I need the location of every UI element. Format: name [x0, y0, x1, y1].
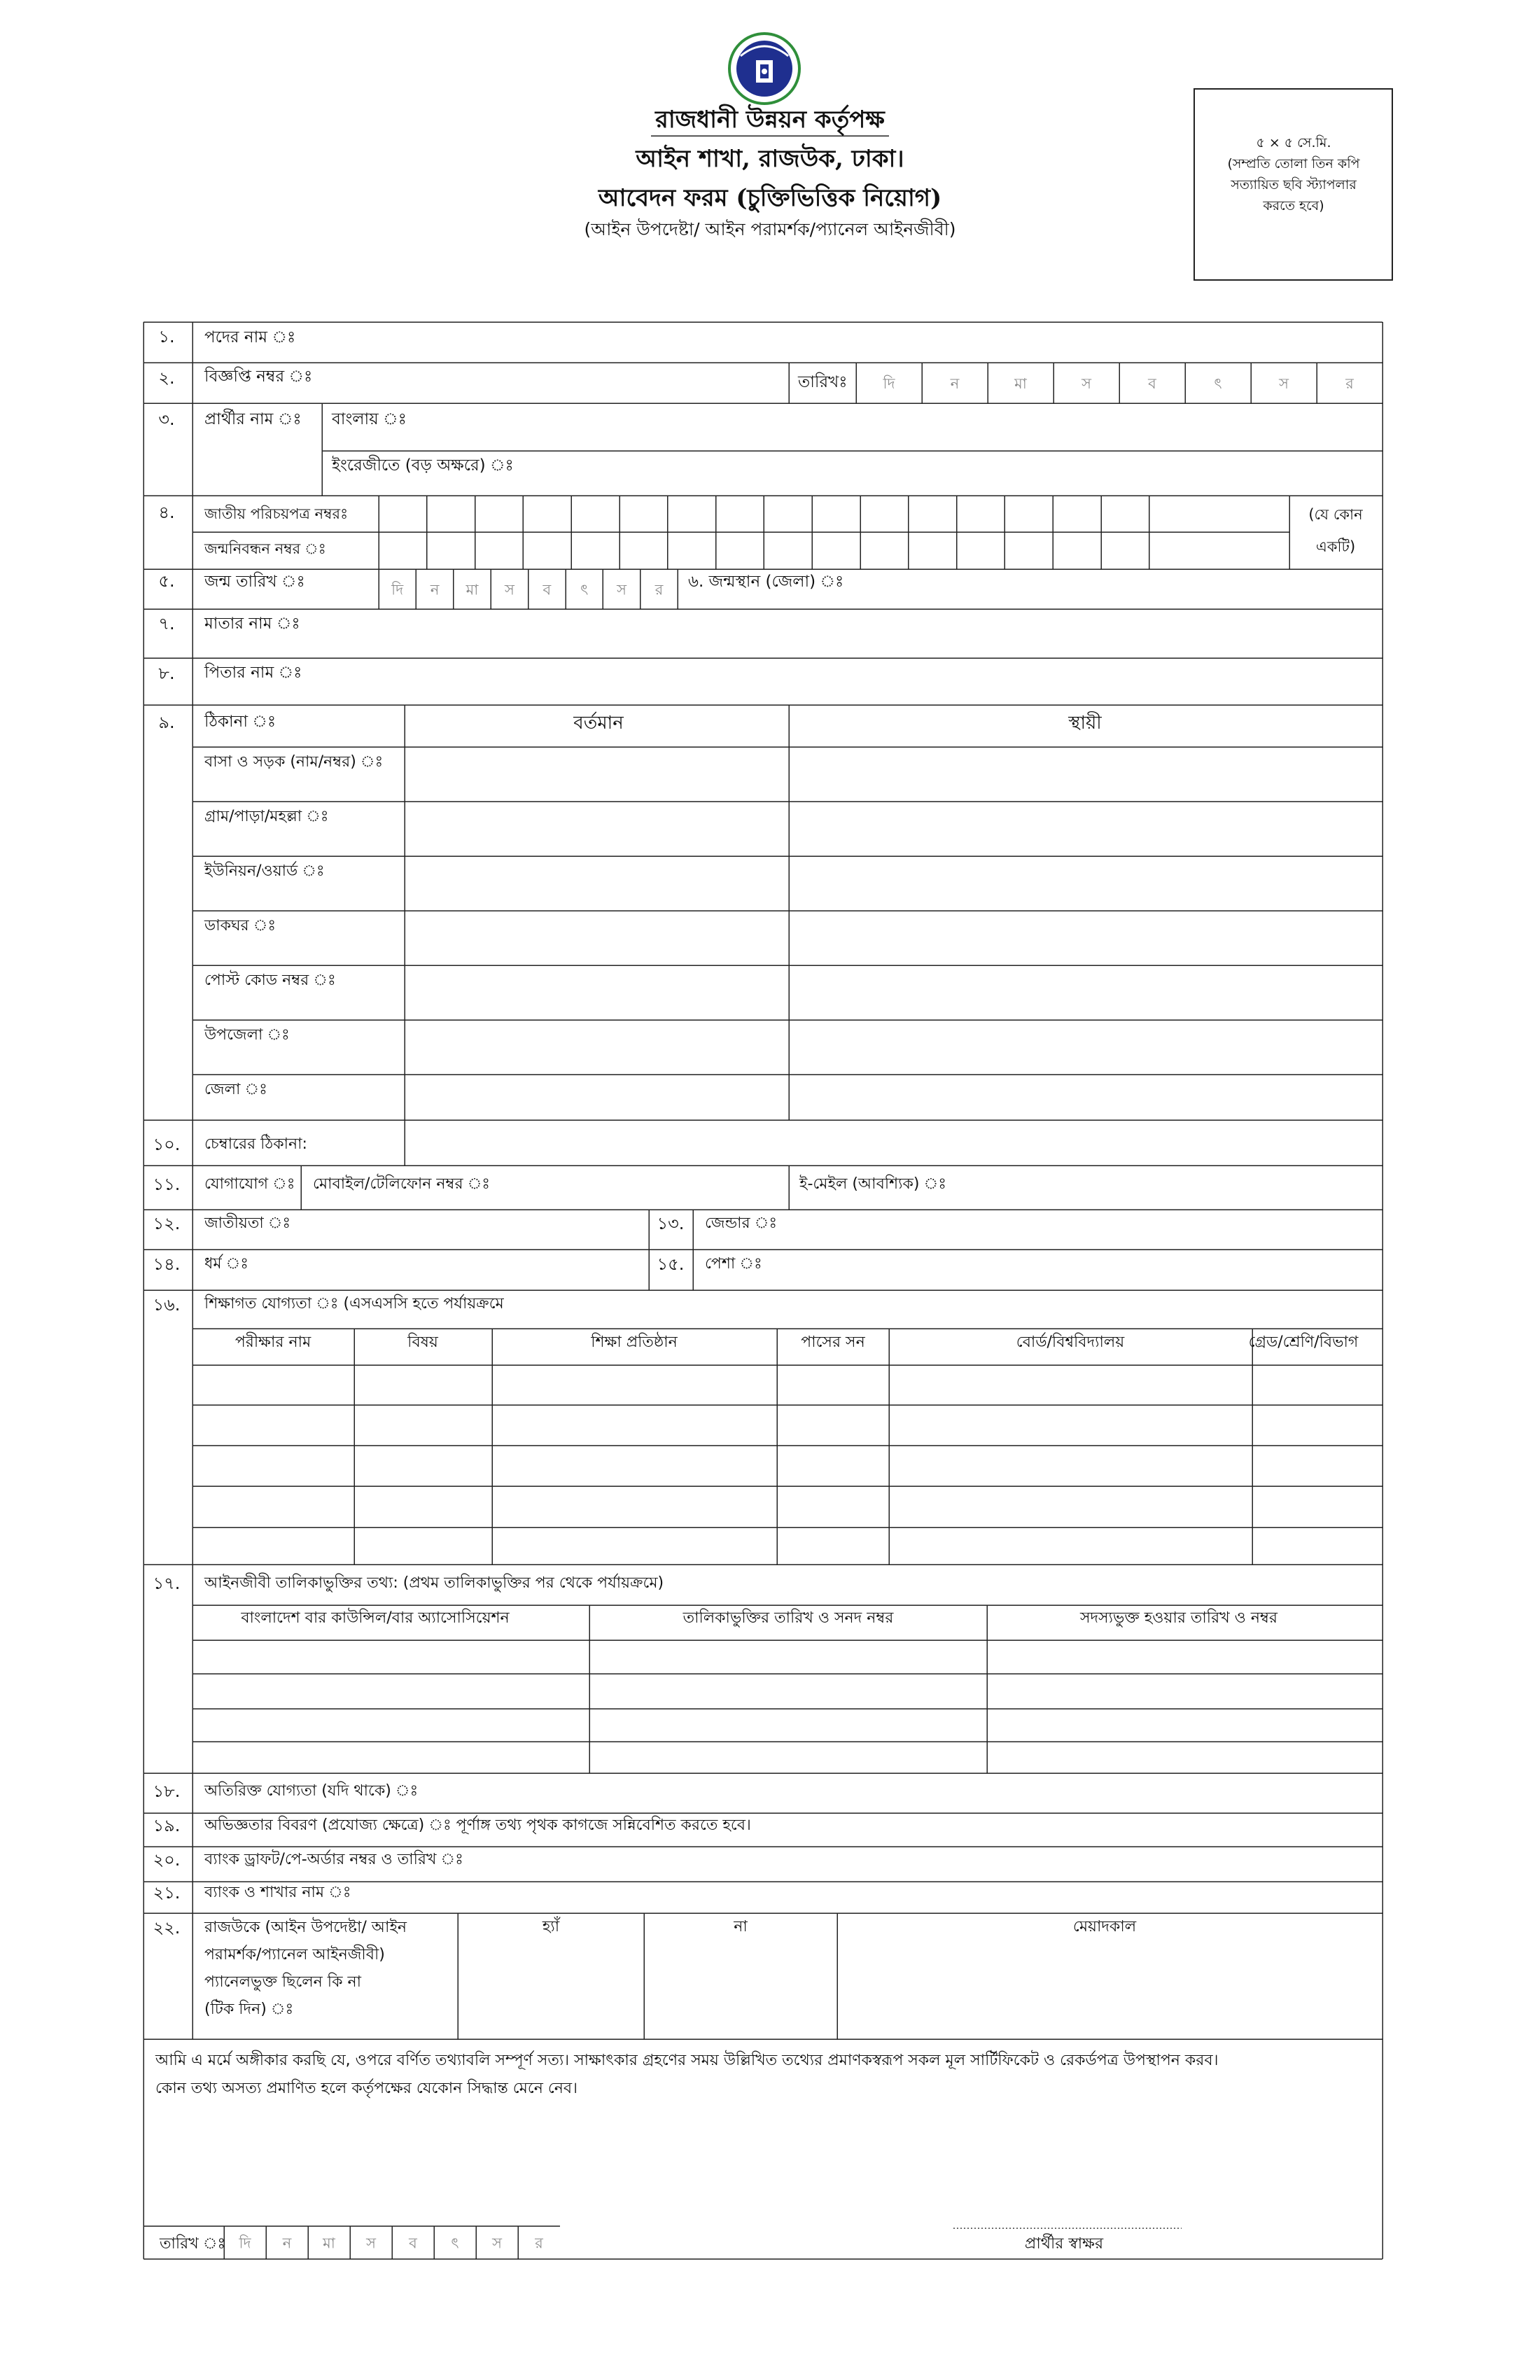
address-field-house-road: বাসা ও সড়ক (নাম/নম্বর) ঃ [204, 753, 384, 771]
education-col-exam: পরীক্ষার নাম [234, 1334, 312, 1351]
panel-question-line3: প্যানেলভুক্ত ছিলেন কি না [204, 1973, 361, 1991]
notice-number-label: বিজ্ঞপ্তি নম্বর ঃ [204, 368, 313, 386]
row-number: ২. [158, 368, 175, 388]
birthplace-label: ৬. জন্মস্থান (জেলা) ঃ [688, 573, 844, 591]
date-placeholder-glyph: র [535, 2234, 543, 2252]
education-col-subject: বিষয় [407, 1334, 438, 1351]
photo-instruction-line1: (সম্প্রতি তোলা তিন কপি [1227, 156, 1360, 172]
row-number: ১৫. [657, 1254, 685, 1274]
post-name-label: পদের নাম ঃ [204, 328, 296, 346]
form-grid [144, 322, 1382, 2259]
photo-size-text: ৫ × ৫ সে.মি. [1256, 135, 1331, 150]
bank-draft-label: ব্যাংক ড্রাফট/পে-অর্ডার নম্বর ও তারিখ ঃ [204, 1851, 463, 1868]
row-number: ২০. [153, 1850, 181, 1870]
date-placeholder-glyph: দি [239, 2234, 251, 2252]
rajuk-logo-icon [729, 34, 799, 104]
row-number: ১. [158, 327, 175, 346]
address-field-upazila: উপজেলা ঃ [204, 1026, 290, 1044]
mobile-label: মোবাইল/টেলিফোন নম্বর ঃ [313, 1175, 491, 1193]
address-label: ঠিকানা ঃ [204, 713, 276, 731]
contact-label: যোগাযোগ ঃ [204, 1175, 295, 1193]
address-field-union: ইউনিয়ন/ওয়ার্ড ঃ [204, 862, 325, 880]
row-number: ১৯. [153, 1816, 181, 1835]
row-number: ১৭. [153, 1574, 181, 1593]
additional-qualification-label: অতিরিক্ত যোগ্যতা (যদি থাকে) ঃ [204, 1782, 419, 1800]
either-one-note: একটি) [1315, 538, 1356, 555]
row-number: ১৪. [153, 1254, 181, 1274]
date-placeholder-glyph: মা [323, 2234, 335, 2252]
org-title: রাজধানী উন্নয়ন কর্তৃপক্ষ [655, 106, 885, 134]
bar-col-enrollment: তালিকাভুক্তির তারিখ ও সনদ নম্বর [682, 1609, 894, 1627]
row-number: ১৬. [153, 1295, 181, 1315]
date-placeholder-glyph: ব [1148, 375, 1156, 392]
row-number: ১১. [153, 1175, 181, 1194]
education-col-board: বোর্ড/বিশ্ববিদ্যালয় [1016, 1334, 1125, 1351]
email-label: ই-মেইল (আবশ্যিক) ঃ [799, 1175, 946, 1193]
address-field-district: জেলা ঃ [204, 1081, 267, 1098]
date-placeholder-glyph: ব [409, 2234, 417, 2252]
row-number: ৩. [158, 410, 175, 429]
row-number: ৭. [158, 614, 175, 634]
row-number: ২২. [153, 1918, 181, 1938]
date-placeholder-glyph: ৎ [580, 581, 589, 598]
date-placeholder-glyph: স [617, 581, 627, 598]
date-placeholder-glyph: র [654, 581, 664, 598]
address-field-village: গ্রাম/পাড়া/মহল্লা ঃ [204, 808, 329, 825]
panel-yes-label: হ্যাঁ [542, 1918, 560, 1935]
panel-tenure-label: মেয়াদকাল [1072, 1918, 1137, 1935]
bank-branch-label: ব্যাংক ও শাখার নাম ঃ [204, 1884, 351, 1901]
row-number: ১২. [153, 1214, 181, 1233]
date-placeholder-glyph: র [1345, 375, 1354, 392]
signature-label: প্রার্থীর স্বাক্ষর [1024, 2235, 1104, 2253]
gender-label: জেন্ডার ঃ [705, 1214, 778, 1232]
photo-instruction-line3: করতে হবে) [1263, 198, 1324, 214]
nid-label: জাতীয় পরিচয়পত্র নম্বরঃ [204, 505, 349, 522]
religion-label: ধর্ম ঃ [204, 1255, 248, 1273]
permanent-address-heading: স্থায়ী [1068, 713, 1102, 734]
form-title: আবেদন ফরম (চুক্তিভিত্তিক নিয়োগ) [598, 184, 942, 212]
education-col-grade: গ্রেড/শ্রেণি/বিভাগ [1248, 1334, 1359, 1351]
row-number: ২১. [153, 1883, 181, 1903]
address-field-post-code: পোস্ট কোড নম্বর ঃ [204, 972, 336, 989]
row-number: ৪. [158, 503, 175, 522]
date-placeholder-glyph: দি [391, 581, 404, 598]
row-number: ১৮. [153, 1782, 181, 1801]
date-placeholder-glyph: দি [883, 375, 895, 392]
date-placeholder-glyph: স [504, 581, 514, 598]
either-one-note: (যে কোন [1308, 506, 1363, 523]
bar-col-membership: সদস্যভুক্ত হওয়ার তারিখ ও নম্বর [1079, 1609, 1278, 1627]
date-placeholder-glyph: ন [950, 375, 960, 392]
date-placeholder-glyph: স [366, 2234, 376, 2252]
name-bangla-label: বাংলায় ঃ [332, 410, 407, 428]
notice-date-boxes[interactable] [882, 363, 1354, 403]
chamber-address-label: চেম্বারের ঠিকানা: [204, 1135, 307, 1153]
declaration-line1: আমি এ মর্মে অঙ্গীকার করছি যে, ওপরে বর্ণিত তথ্যাবলি সম্পূর্ণ সত্য। সাক্ষাৎকার গ্রহণের সময় উল্লিখিত তথ্যের প্রমাণকস্বরূপ সকল মূল সার্টিফিকেট ও রেকর্ডপত্র উপস্থাপন করব। [155, 2052, 1219, 2069]
row-number: ১০. [153, 1135, 181, 1154]
date-placeholder-glyph: ৎ [1214, 375, 1222, 392]
date-placeholder-glyph: ন [430, 581, 440, 598]
date-placeholder-glyph: স [492, 2234, 502, 2252]
bar-col-council: বাংলাদেশ বার কাউন্সিল/বার অ্যাসোসিয়েশন [241, 1609, 510, 1627]
branch-title: আইন শাখা, রাজউক, ঢাকা। [636, 145, 904, 173]
date-placeholder-glyph: ন [282, 2234, 292, 2252]
education-label: শিক্ষাগত যোগ্যতা ঃ (এসএসসি হতে পর্যায়ক্রমে [204, 1295, 504, 1312]
present-address-heading: বর্তমান [573, 713, 624, 734]
date-placeholder-glyph: ব [542, 581, 552, 598]
photo-instruction-line2: সত্যায়িত ছবি স্ট্যাপলার [1231, 177, 1357, 192]
date-placeholder-glyph: মা [465, 581, 479, 598]
panel-question-line1: রাজউকে (আইন উপদেষ্টা/ আইন [204, 1919, 407, 1936]
signature-date-boxes[interactable] [238, 2226, 543, 2259]
panel-question-line2: পরামর্শক/প্যানেল আইনজীবী) [204, 1946, 385, 1963]
date-placeholder-glyph: স [1279, 375, 1289, 392]
panel-no-label: না [734, 1918, 748, 1935]
name-english-label: ইংরেজীতে (বড় অক্ষরে) ঃ [332, 456, 514, 475]
panel-question-line4: (টিক দিন) ঃ [204, 2001, 294, 2018]
bar-enrollment-label: আইনজীবী তালিকাভুক্তির তথ্য: (প্রথম তালিকাভুক্তির পর থেকে পর্যায়ক্রমে) [204, 1574, 664, 1592]
profession-label: পেশা ঃ [705, 1255, 762, 1273]
applicant-name-label: প্রার্থীর নাম ঃ [204, 410, 302, 428]
row-number: ৫. [158, 571, 175, 591]
footer-date-label: তারিখ ঃ [160, 2235, 226, 2253]
education-col-year: পাসের সন [801, 1334, 865, 1351]
education-col-institution: শিক্ষা প্রতিষ্ঠান [591, 1334, 678, 1351]
mother-name-label: মাতার নাম ঃ [204, 615, 300, 633]
birth-date-label: জন্ম তারিখ ঃ [204, 573, 305, 591]
row-number: ৮. [158, 664, 175, 683]
notice-date-label: তারিখঃ [798, 373, 848, 391]
father-name-label: পিতার নাম ঃ [204, 664, 302, 682]
date-placeholder-glyph: স [1082, 375, 1091, 392]
birth-date-boxes[interactable] [391, 569, 664, 609]
address-field-post-office: ডাকঘর ঃ [204, 917, 276, 934]
date-placeholder-glyph: ৎ [451, 2234, 459, 2252]
date-placeholder-glyph: মা [1014, 375, 1027, 392]
nationality-label: জাতীয়তা ঃ [204, 1214, 291, 1232]
declaration-line2: কোন তথ্য অসত্য প্রমাণিত হলে কর্তৃপক্ষের যেকোন সিদ্ধান্ত মেনে নেব। [155, 2080, 578, 2097]
row-number: ৯. [158, 713, 175, 732]
form-subtitle: (আইন উপদেষ্টা/ আইন পরামর্শক/প্যানেল আইনজীবী) [584, 219, 956, 239]
row-number: ১৩. [657, 1214, 685, 1233]
experience-label: অভিজ্ঞতার বিবরণ (প্রযোজ্য ক্ষেত্রে) ঃ পূর্ণাঙ্গ তথ্য পৃথক কাগজে সন্নিবেশিত করতে হবে। [204, 1816, 751, 1834]
birth-registration-label: জন্মনিবন্ধন নম্বর ঃ [204, 540, 326, 557]
